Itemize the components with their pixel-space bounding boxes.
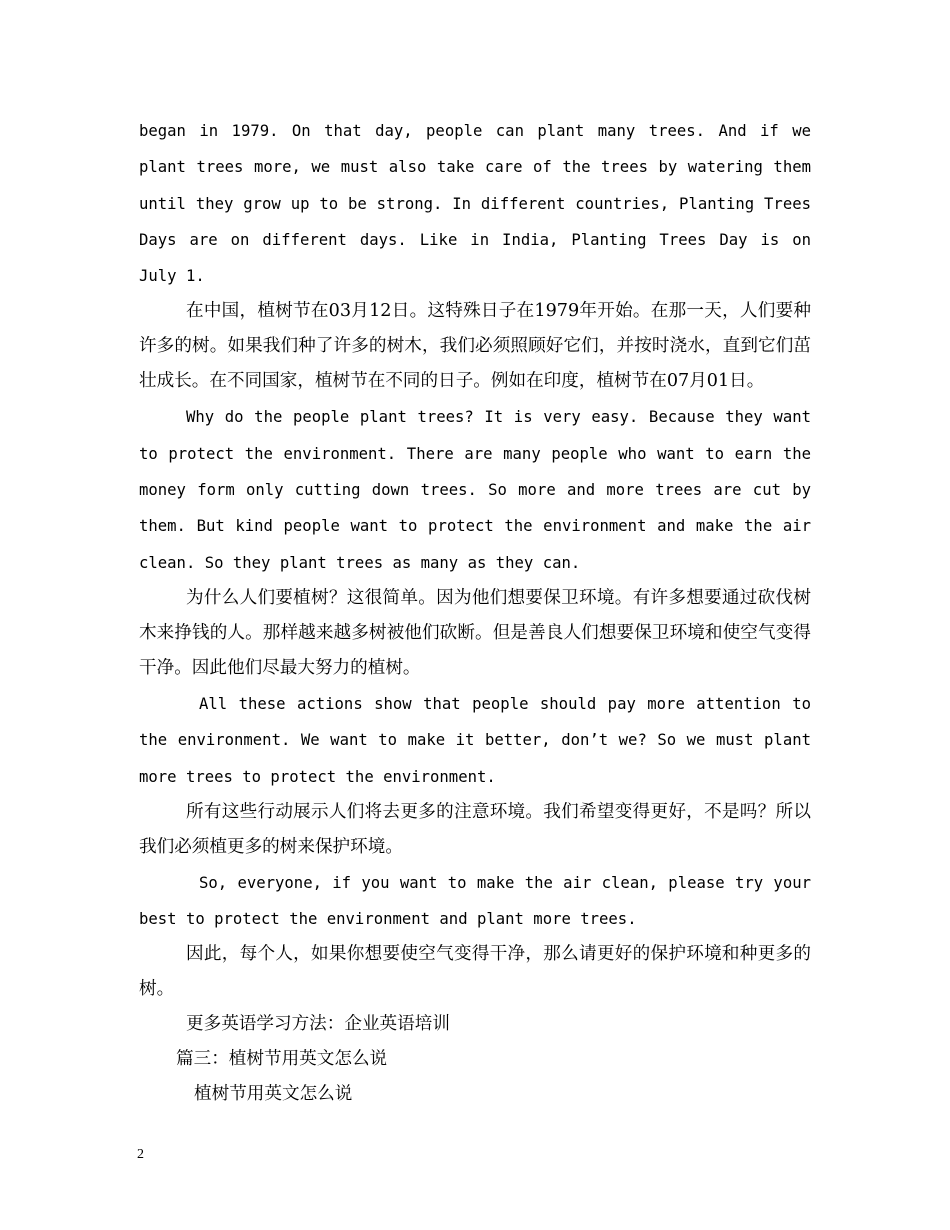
paragraph-zh-1: 在中国，植树节在03月12日。这特殊日子在1979年开始。在那一天，人们要种许多的树。如果我们种了许多的树木，我们必须照顾好它们，并按时浇水，直到它们茁壮成长。在不同国家，植树节在不同的日子。例如在印度，植树节在07月01日。 — [139, 301, 811, 392]
more-methods-line: 更多英语学习方法：企业英语培训 — [186, 1014, 450, 1035]
document-body — [139, 113, 811, 1112]
page-number: 2 — [137, 1147, 144, 1162]
paragraph-en-1: began in 1979. On that day, people can plant many trees. And if we plant trees more, we must also take care of the trees by watering them until they grow up to be strong. In different countries, Planting Trees Days are on different days. Like in India, Planting Trees Day is on July 1. — [139, 122, 811, 286]
paragraph-zh-4: 因此，每个人，如果你想要使空气变得干净，那么请更好的保护环境和种更多的树。 — [139, 944, 811, 1000]
paragraph-en-2: Why do the people plant trees? It is very easy. Because they want to protect the environment. There are many people who want to earn the money form only cutting down trees. So more and more trees are cut by them. But kind people want to protect the environment and make the air clean. So they plant trees as many as they can. — [139, 408, 811, 572]
paragraph-zh-2: 为什么人们要植树？这很简单。因为他们想要保卫环境。有许多想要通过砍伐树木来挣钱的人。那样越来越多树被他们砍断。但是善良人们想要保卫环境和使空气变得干净。因此他们尽最大努力的植树。 — [139, 587, 811, 678]
paragraph-zh-3: 所有这些行动展示人们将去更多的注意环境。我们希望变得更好，不是吗？所以我们必须植更多的树来保护环境。 — [139, 801, 811, 857]
paragraph-en-4: So, everyone, if you want to make the air clean, please try your best to protect the environment and plant more trees. — [139, 873, 811, 929]
paragraph-en-3: All these actions show that people should pay more attention to the environment. We want to make it better, don’t we? So we must plant more trees to protect the environment. — [139, 694, 811, 786]
section-title: 篇三：植树节用英文怎么说 — [176, 1049, 388, 1070]
section-subtitle: 植树节用英文怎么说 — [194, 1084, 353, 1105]
